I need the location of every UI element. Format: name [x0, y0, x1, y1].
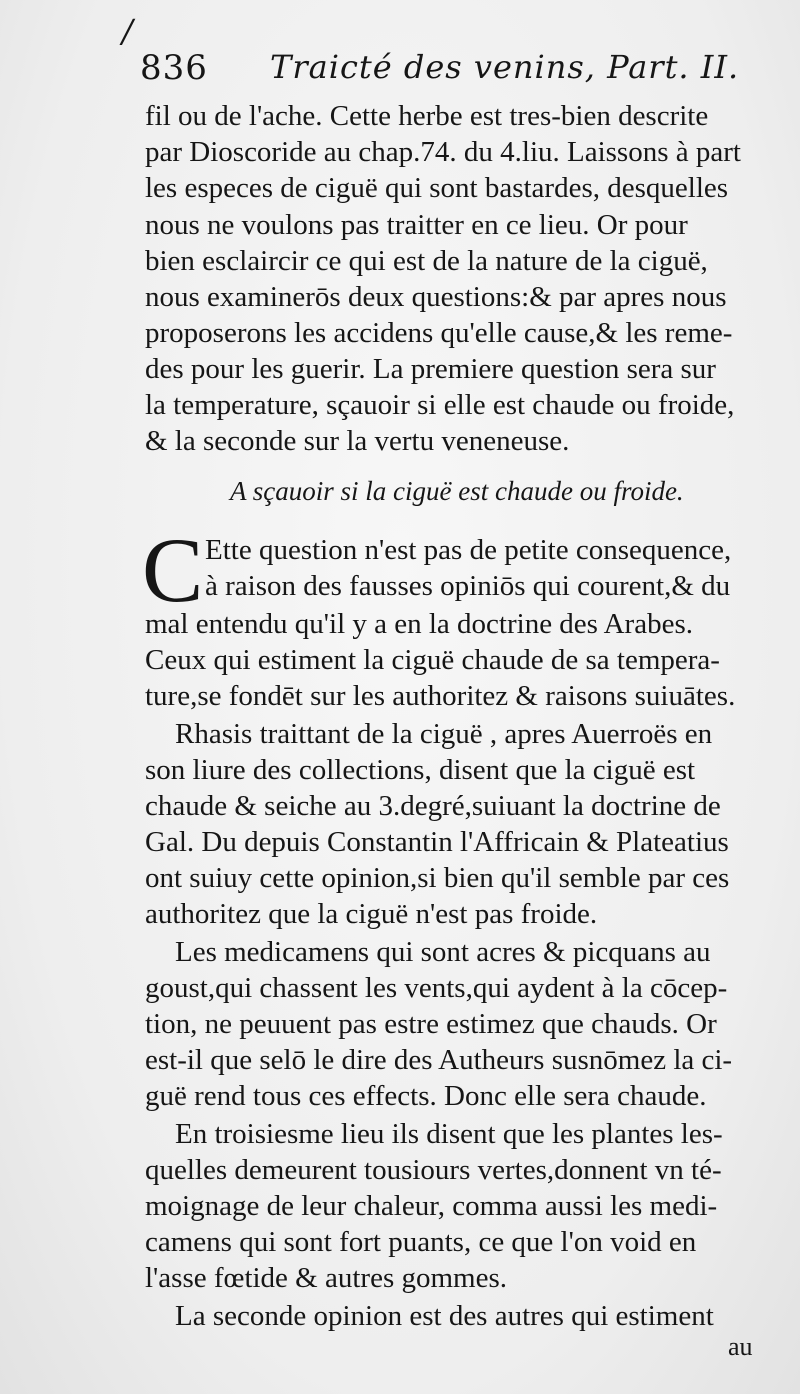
text-line: authoritez que la ciguë n'est pas froide.: [145, 898, 598, 930]
page-header: [140, 48, 760, 94]
text-line: quelles demeurent tousiours vertes,donnent vn té-: [145, 1154, 722, 1186]
text-line: & la seconde sur la vertu veneneuse.: [145, 425, 570, 457]
text-line: des pour les guerir. La premiere question sera sur: [145, 353, 716, 385]
text-line: est-il que selō le dire des Autheurs susnōmez la ci-: [145, 1044, 733, 1076]
text-line: à raison des fausses opiniōs qui courent,& du: [205, 570, 731, 602]
section-subheading: A sçauoir si la ciguë est chaude ou froide.: [230, 476, 684, 506]
text-line: Rhasis traittant de la ciguë , apres Auerroës en: [175, 718, 713, 750]
page-number: 836: [140, 48, 208, 88]
text-line: Gal. Du depuis Constantin l'Affricain & Plateatius: [145, 826, 729, 858]
text-line: les especes de ciguë qui sont bastardes, desquelles: [145, 172, 729, 204]
text-line: ont suiuy cette opinion,si bien qu'il semble par ces: [145, 862, 730, 894]
text-line: bien esclaircir ce qui est de la nature de la ciguë,: [145, 245, 708, 277]
drop-capital: C: [142, 519, 204, 621]
text-line: tion, ne peuuent pas estre estimez que chauds. Or: [145, 1008, 717, 1040]
text-line: l'asse fœtide & autres gommes.: [145, 1262, 508, 1294]
margin-slash-mark: /: [122, 12, 133, 50]
text-line: guë rend tous ces effects. Donc elle sera chaude.: [145, 1080, 707, 1112]
text-line: Les medicamens qui sont acres & picquans au: [175, 936, 711, 968]
text-line: son liure des collections, disent que la ciguë est: [145, 754, 696, 786]
text-line: nous examinerōs deux questions:& par apres nous: [145, 281, 727, 313]
text-line: fil ou de l'ache. Cette herbe est tres-bien descrite: [145, 100, 709, 132]
text-line: La seconde opinion est des autres qui estiment: [175, 1300, 714, 1332]
text-line: moignage de leur chaleur, comma aussi les medi-: [145, 1190, 718, 1222]
text-line: la temperature, sçauoir si elle est chaude ou froide,: [145, 389, 735, 421]
text-line: nous ne voulons pas traitter en ce lieu. Or pour: [145, 209, 688, 241]
text-line: Ette question n'est pas de petite consequence,: [205, 534, 732, 566]
text-line: mal entendu qu'il y a en la doctrine des Arabes.: [145, 608, 693, 640]
text-line: Ceux qui estiment la ciguë chaude de sa tempera-: [145, 644, 720, 676]
running-title: Traicté des venins, Part. II.: [270, 48, 740, 86]
text-line: En troisiesme lieu ils disent que les plantes les-: [175, 1118, 723, 1150]
text-line: camens qui sont fort puants, ce que l'on void en: [145, 1226, 697, 1258]
text-line: ture,se fondēt sur les authoritez & raisons suiuātes.: [145, 680, 736, 712]
catchword: au: [728, 1332, 753, 1361]
text-line: goust,qui chassent les vents,qui aydent à la cōcep-: [145, 972, 728, 1004]
text-line: par Dioscoride au chap.74. du 4.liu. Laissons à part: [145, 136, 741, 168]
text-line: chaude & seiche au 3.degré,suiuant la doctrine de: [145, 790, 721, 822]
text-line: proposerons les accidens qu'elle cause,& les reme-: [145, 317, 733, 349]
